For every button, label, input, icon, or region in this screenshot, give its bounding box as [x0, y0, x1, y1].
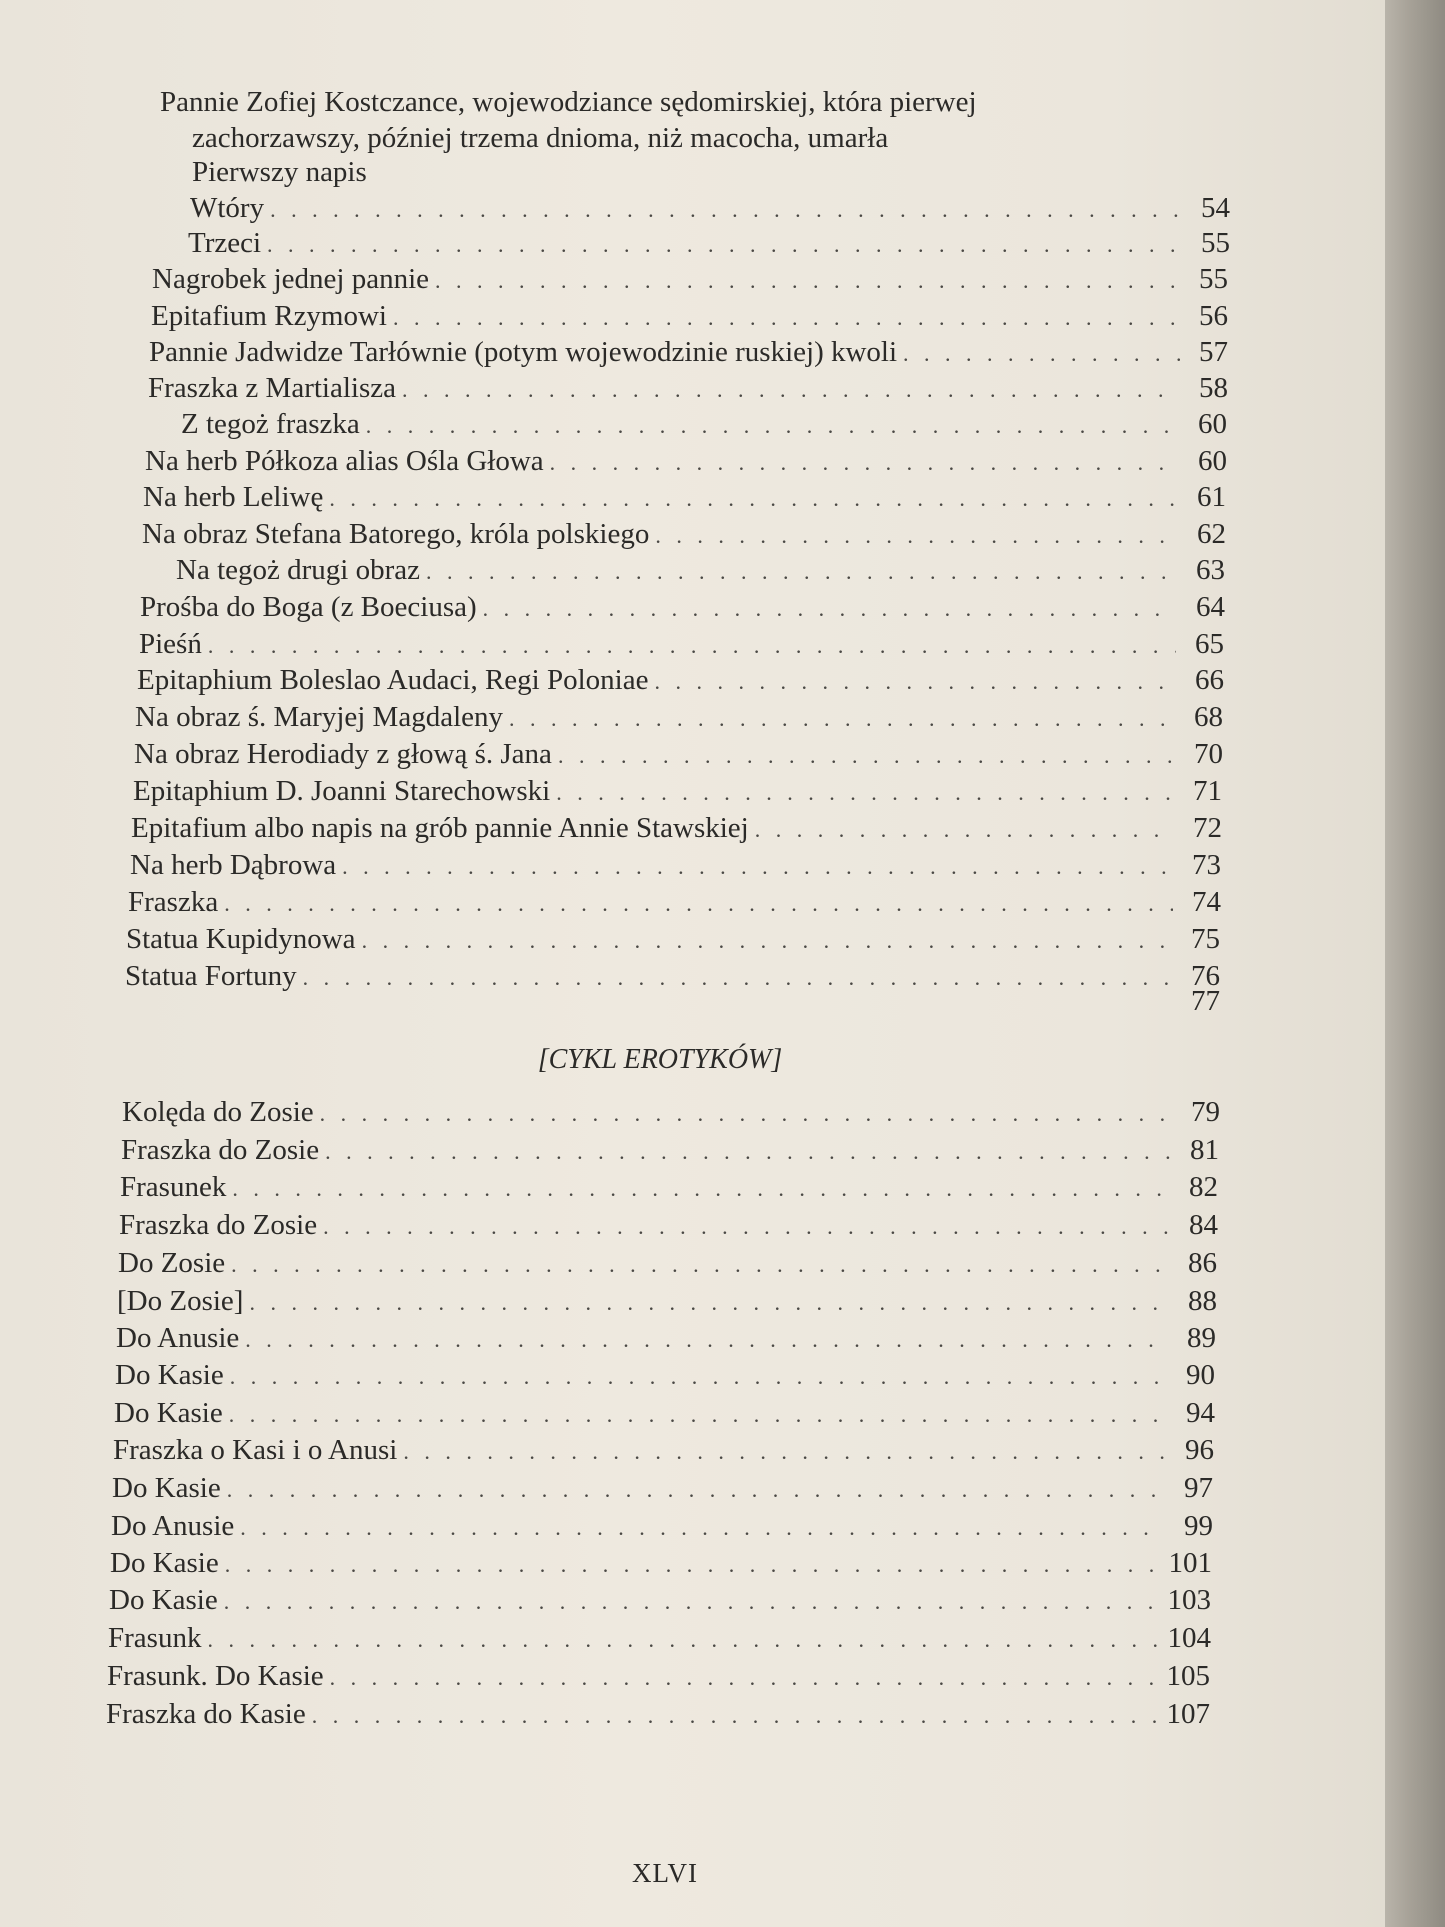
dot-leader	[323, 1207, 1170, 1247]
toc-entry	[134, 734, 1223, 774]
toc-entry-title: Na tegoż drugi obraz	[176, 554, 420, 586]
toc-entry-page: 57	[1199, 336, 1228, 368]
dot-leader	[483, 589, 1177, 629]
toc-intro-line-3: Pierwszy napis	[192, 156, 367, 188]
toc-entry-title: [Do Zosie]	[117, 1285, 244, 1317]
toc-entry-page: 105	[1166, 1660, 1210, 1692]
toc-entry-title: Epitaphium D. Joanni Starechowski	[133, 775, 551, 807]
toc-entry	[140, 587, 1225, 627]
dot-leader	[240, 1508, 1165, 1548]
toc-entry-title: Frasunk. Do Kasie	[107, 1660, 324, 1692]
toc-entry-title: Statua Fortuny	[125, 960, 297, 992]
toc-entry-title: Fraszka do Zosie	[119, 1209, 318, 1241]
toc-entry-title: Pieśń	[139, 628, 202, 660]
dot-leader	[231, 1245, 1169, 1285]
toc-entry-page: 96	[1185, 1434, 1214, 1466]
toc-entry-title: Do Zosie	[118, 1247, 226, 1279]
toc-entry-page: 60	[1198, 408, 1227, 440]
dot-leader	[224, 884, 1173, 924]
toc-entry-page: 55	[1199, 263, 1228, 295]
dot-leader	[230, 1357, 1167, 1397]
dot-leader	[755, 810, 1174, 850]
dot-leader	[225, 1545, 1161, 1585]
dot-leader	[229, 1395, 1167, 1435]
toc-entry	[143, 477, 1226, 517]
toc-entry-page: 94	[1186, 1397, 1215, 1429]
toc-entry	[176, 550, 1225, 590]
toc-entry-title: Do Kasie	[115, 1359, 224, 1391]
dot-leader	[325, 1132, 1171, 1172]
toc-entry	[118, 1243, 1217, 1283]
toc-entry-page: 72	[1193, 812, 1222, 844]
toc-entry	[116, 1318, 1216, 1358]
toc-entry	[131, 808, 1222, 848]
dot-leader	[320, 1094, 1172, 1134]
toc-entry	[115, 1355, 1215, 1395]
toc-entry-title: Na obraz ś. Maryjej Magdaleny	[135, 701, 504, 733]
toc-entry	[181, 404, 1227, 444]
dot-leader	[249, 1283, 1169, 1323]
toc-entry-title: Do Kasie	[110, 1547, 219, 1579]
toc-intro-line-1: Pannie Zofiej Kostczance, wojewodziance sędomirskiej, która pierwej	[160, 86, 977, 118]
toc-entry-title: Do Kasie	[109, 1584, 218, 1616]
toc-entry	[109, 1580, 1211, 1620]
toc-entry	[190, 188, 1230, 228]
toc-entry-page: 81	[1190, 1134, 1219, 1166]
dot-leader	[426, 552, 1177, 592]
toc-entry-title: Trzeci	[188, 227, 262, 259]
toc-entry-page: 86	[1188, 1247, 1217, 1279]
dot-leader	[330, 1658, 1159, 1698]
toc-entry-title: Do Kasie	[112, 1472, 221, 1504]
toc-entry-page: 68	[1194, 701, 1223, 733]
toc-entry-page: 75	[1191, 923, 1220, 955]
dot-leader	[435, 261, 1180, 301]
toc-entry-page: 97	[1184, 1472, 1213, 1504]
toc-entry-page: 60	[1198, 445, 1227, 477]
toc-entry-page: 65	[1195, 628, 1224, 660]
section-heading: [CYKL EROTYKÓW]	[537, 1044, 783, 1075]
toc-entry-title: Pannie Jadwidze Tarłównie (potym wojewodzinie ruskiej) kwoli	[149, 336, 898, 368]
toc-entry-title: Fraszka do Zosie	[121, 1134, 320, 1166]
toc-entry-title: Fraszka	[128, 886, 219, 918]
toc-entry	[139, 624, 1224, 664]
toc-entry-page: 103	[1167, 1584, 1211, 1616]
toc-entry-title: Fraszka o Kasi i o Anusi	[113, 1434, 398, 1466]
toc-entry-title: Epitafium Rzymowi	[151, 300, 387, 332]
dot-leader	[329, 479, 1178, 519]
toc-entry	[119, 1205, 1218, 1245]
toc-entry	[113, 1430, 1214, 1470]
dot-leader	[556, 773, 1174, 813]
toc-entry-page: 54	[1201, 192, 1230, 224]
toc-entry-title: Do Anusie	[116, 1322, 240, 1354]
toc-entry-page: 71	[1193, 775, 1222, 807]
toc-entry-page: 88	[1188, 1285, 1217, 1317]
toc-entry-page: 84	[1189, 1209, 1218, 1241]
toc-entry	[142, 514, 1226, 554]
toc-entry-page: 64	[1196, 591, 1225, 623]
toc-entry	[117, 1281, 1217, 1321]
toc-entry-title: Na herb Leliwę	[143, 481, 324, 513]
toc-entry-title: Na herb Dąbrowa	[130, 849, 337, 881]
dot-leader	[654, 662, 1176, 702]
toc-entry-page: 74	[1192, 886, 1221, 918]
toc-entry-page: 104	[1167, 1622, 1211, 1654]
toc-entry	[120, 1167, 1218, 1207]
toc-entry-title: Do Anusie	[111, 1510, 235, 1542]
toc-entry	[128, 882, 1221, 922]
toc-entry-title: Fraszka do Kasie	[106, 1698, 306, 1730]
dot-leader	[509, 699, 1175, 739]
toc-entry-page: 70	[1194, 738, 1223, 770]
toc-entry-title: Na obraz Herodiady z głową ś. Jana	[134, 738, 552, 770]
toc-entry	[149, 332, 1228, 372]
toc-entry-title: Do Kasie	[114, 1397, 223, 1429]
dot-leader	[207, 1620, 1159, 1660]
toc-entry-title: Epitaphium Boleslao Audaci, Regi Poloniae	[137, 664, 649, 696]
toc-entry	[122, 1092, 1220, 1132]
toc-entry-page: 79	[1191, 1096, 1220, 1128]
toc-entry	[112, 1468, 1213, 1508]
toc-entry-page: 90	[1186, 1359, 1215, 1391]
toc-entry	[130, 845, 1221, 885]
dot-leader	[403, 1432, 1166, 1472]
toc-entry	[137, 660, 1224, 700]
toc-entry-page: 58	[1199, 372, 1228, 404]
toc-entry-title: Z tegoż fraszka	[181, 408, 360, 440]
toc-entry	[121, 1130, 1219, 1170]
toc-entry-page: 76	[1191, 960, 1220, 992]
toc-entry	[148, 368, 1228, 408]
toc-entry	[151, 296, 1228, 336]
toc-entry	[145, 441, 1227, 481]
toc-entry	[125, 981, 1220, 1021]
toc-entry	[133, 771, 1222, 811]
toc-entry	[188, 223, 1230, 263]
toc-entry-title: Wtóry	[190, 192, 265, 224]
toc-entry-page: 61	[1197, 481, 1226, 513]
toc-entry-title: Na herb Półkoza alias Ośla Głowa	[145, 445, 544, 477]
toc-entry-page: 82	[1189, 1171, 1218, 1203]
toc-entry-page: 56	[1199, 300, 1228, 332]
toc-entry	[126, 919, 1220, 959]
dot-leader	[366, 406, 1179, 446]
dot-leader	[232, 1169, 1170, 1209]
toc-entry-title: Prośba do Boga (z Boeciusa)	[140, 591, 477, 623]
toc-entry-page: 101	[1168, 1547, 1212, 1579]
dot-leader	[558, 736, 1175, 776]
toc-entry-title: Kolęda do Zosie	[122, 1096, 314, 1128]
toc-entry-page: 77	[1191, 985, 1220, 1017]
dot-leader	[362, 921, 1172, 961]
page-folio: XLVI	[631, 1858, 698, 1888]
toc-entry-page: 99	[1184, 1510, 1213, 1542]
dot-leader	[342, 847, 1173, 887]
toc-entry	[111, 1506, 1213, 1546]
toc-entry	[107, 1656, 1210, 1696]
toc-intro-line-2: zachorzawszy, później trzema dnioma, niż macocha, umarła	[192, 122, 889, 154]
toc-entry-title: Frasunek	[120, 1171, 227, 1203]
dot-leader	[224, 1582, 1160, 1622]
toc-entry	[106, 1694, 1210, 1734]
toc-entry-title: Nagrobek jednej pannie	[152, 263, 430, 295]
toc-entry-page: 73	[1192, 849, 1221, 881]
dot-leader	[245, 1320, 1168, 1360]
dot-leader	[312, 1696, 1159, 1736]
page-edge	[1385, 0, 1445, 1927]
toc-entry	[114, 1393, 1215, 1433]
toc-entry-title: Frasunk	[108, 1622, 202, 1654]
toc-entry-title: Epitafium albo napis na grób pannie Annie Stawskiej	[131, 812, 749, 844]
dot-leader	[227, 1470, 1165, 1510]
toc-entry-page: 107	[1166, 1698, 1210, 1730]
toc-entry-page: 62	[1197, 518, 1226, 550]
toc-entry	[152, 259, 1228, 299]
toc-entry-title: Fraszka z Martialisza	[148, 372, 397, 404]
toc-entry-page: 89	[1187, 1322, 1216, 1354]
toc-entry	[135, 697, 1223, 737]
toc-entry-page: 55	[1201, 227, 1230, 259]
toc-entry	[108, 1618, 1211, 1658]
toc-entry-page: 63	[1196, 554, 1225, 586]
toc-entry-title: Na obraz Stefana Batorego, króla polskiego	[142, 518, 650, 550]
toc-entry	[110, 1543, 1212, 1583]
toc-entry-title: Statua Kupidynowa	[126, 923, 356, 955]
toc-entry-page: 66	[1195, 664, 1224, 696]
